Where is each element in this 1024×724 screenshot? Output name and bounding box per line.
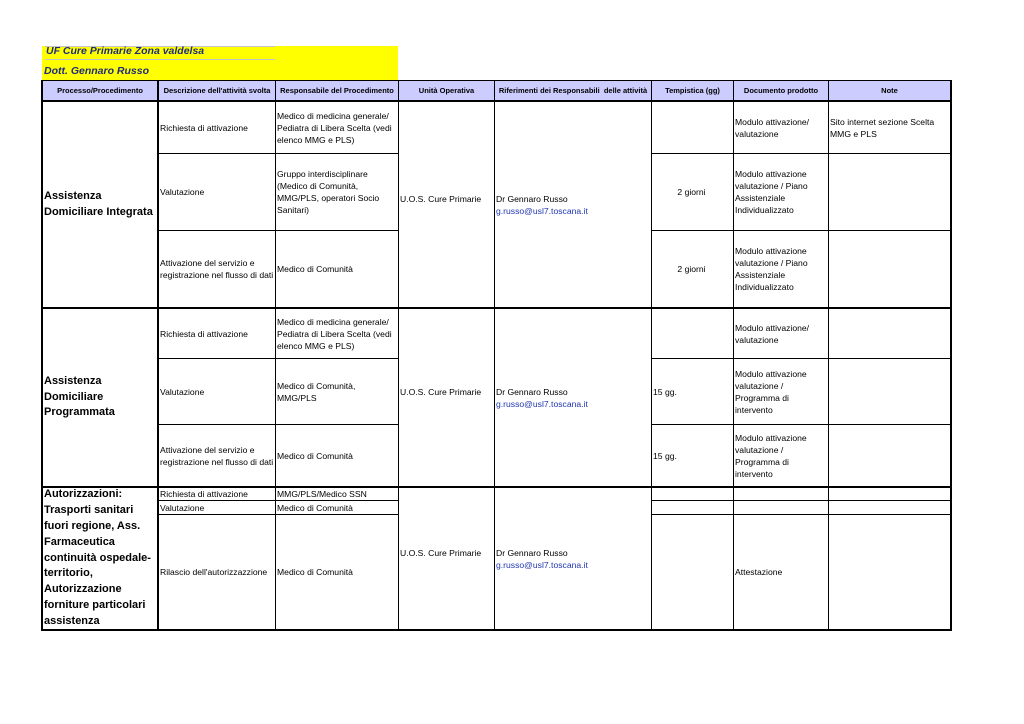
responsabile-cell: Medico di Comunità [277,567,353,577]
responsabile-cell: Medico di medicina generale/ Pediatra di Libera Scelta (vedi elenco MMG e PLS) [277,110,392,145]
table-border [651,153,952,154]
table-border [398,80,399,631]
descrizione-cell: Richiesta di attivazione [160,328,248,339]
table-border [41,100,952,102]
table-border [733,80,734,631]
responsabile-cell: Medico di medicina generale/ Pediatra di Libera Scelta (vedi elenco MMG e PLS) [277,316,392,351]
table-border [828,80,829,631]
header-riferimenti: Riferimenti dei Responsabili delle attività [498,86,648,95]
header-note: Note [881,86,898,95]
riferimenti-cell [495,102,651,307]
referente-email-link[interactable]: g.russo@usl7.toscana.it [496,398,588,409]
header-unita-operativa: Unità Operativa [418,86,475,95]
table-border [157,153,399,154]
table-border [651,80,652,631]
processo-cell: Autorizzazioni: Trasporti sanitari fuori regione, Ass. Farmaceutica continuità ospedale-territorio, Autorizzazione forniture particolari assistenza [44,488,151,627]
riferimenti-cell [495,309,651,486]
header-processo: Processo/Procedimento [57,86,143,95]
responsabile-cell: Medico di Comunità, MMG/PLS [277,380,356,403]
tempistica-cell: 2 giorni [677,187,706,197]
table-border [651,500,952,501]
tempistica-cell: 15 gg. [653,386,677,397]
descrizione-cell: Valutazione [160,386,205,397]
documento-cell: Attestazione [735,567,783,577]
responsabile-cell: Medico di Comunità [277,264,353,274]
banner-gridline [45,59,275,60]
unita-operativa-cell: U.O.S. Cure Primarie [400,386,482,397]
responsabile-cell: Medico di Comunità [277,502,353,513]
processo-cell: Assistenza Domiciliare Programmata [44,374,115,419]
tempistica-cell: 15 gg. [653,450,677,461]
processo-cell: Assistenza Domiciliare Integrata [44,189,153,218]
documento-cell: Modulo attivazione valutazione / Piano Assistenziale Individualizzato [735,169,808,215]
header-descrizione: Descrizione dell'attività svolta [163,86,271,95]
descrizione-cell: Valutazione [160,502,205,513]
tempistica-cell: 2 giorni [677,264,706,274]
documento-cell: Modulo attivazione valutazione / Programma di intervento [735,368,807,415]
documento-cell: Modulo attivazione/ valutazione [735,322,810,345]
note-cell: Sito internet sezione Scelta MMG e PLS [830,116,935,139]
responsabile-cell: Medico di Comunità [277,450,353,461]
table-border [41,629,952,631]
descrizione-cell: Richiesta di attivazione [160,122,248,133]
table-border [157,500,399,501]
table-border [157,80,159,631]
table-border [41,80,43,631]
unita-operativa-cell: U.O.S. Cure Primarie [400,193,482,204]
documento-cell: Modulo attivazione valutazione / Piano Assistenziale Individualizzato [735,246,808,292]
header-documento: Documento prodotto [743,86,819,95]
table-border [651,424,952,425]
descrizione-cell: Attivazione del servizio e registrazione nel flusso di dati [160,258,274,280]
table-border [41,486,952,488]
referente-name: Dr Gennaro Russo [496,547,568,558]
responsabile-cell: Gruppo interdisciplinare (Medico di Comunità, MMG/PLS, operatori Socio Sanitari) [277,169,380,215]
table-border [157,514,399,515]
unita-operativa-cell: U.O.S. Cure Primarie [400,547,482,558]
table-border [651,358,952,359]
manager-name: Dott. Gennaro Russo [44,65,150,77]
descrizione-cell: Rilascio dell'autorizzazzione [160,567,268,577]
table-border [275,80,276,631]
header-tempistica: Tempistica (gg) [665,86,720,95]
table-border [494,80,495,631]
table-border [950,80,952,631]
header-responsabile: Responsabile del Procedimento [280,86,394,95]
table-border [157,230,399,231]
referente-email-link[interactable]: g.russo@usl7.toscana.it [496,559,588,570]
table-border [651,230,952,231]
documento-cell: Modulo attivazione valutazione / Programma di intervento [735,432,807,479]
responsabile-cell: MMG/PLS/Medico SSN [277,489,367,499]
documento-cell: Modulo attivazione/ valutazione [735,116,810,139]
table-border [41,80,952,81]
unit-title: UF Cure Primarie Zona valdelsa [46,45,205,57]
descrizione-cell: Valutazione [160,187,205,197]
referente-email-link[interactable]: g.russo@usl7.toscana.it [496,205,588,216]
table-border [41,307,952,309]
descrizione-cell: Richiesta di attivazione [160,489,248,499]
table-border [157,424,399,425]
table-border [157,358,399,359]
table-border [651,514,952,515]
descrizione-cell: Attivazione del servizio e registrazione nel flusso di dati [160,444,274,467]
referente-name: Dr Gennaro Russo [496,386,568,397]
referente-name: Dr Gennaro Russo [496,193,568,204]
riferimenti-cell [495,488,651,629]
